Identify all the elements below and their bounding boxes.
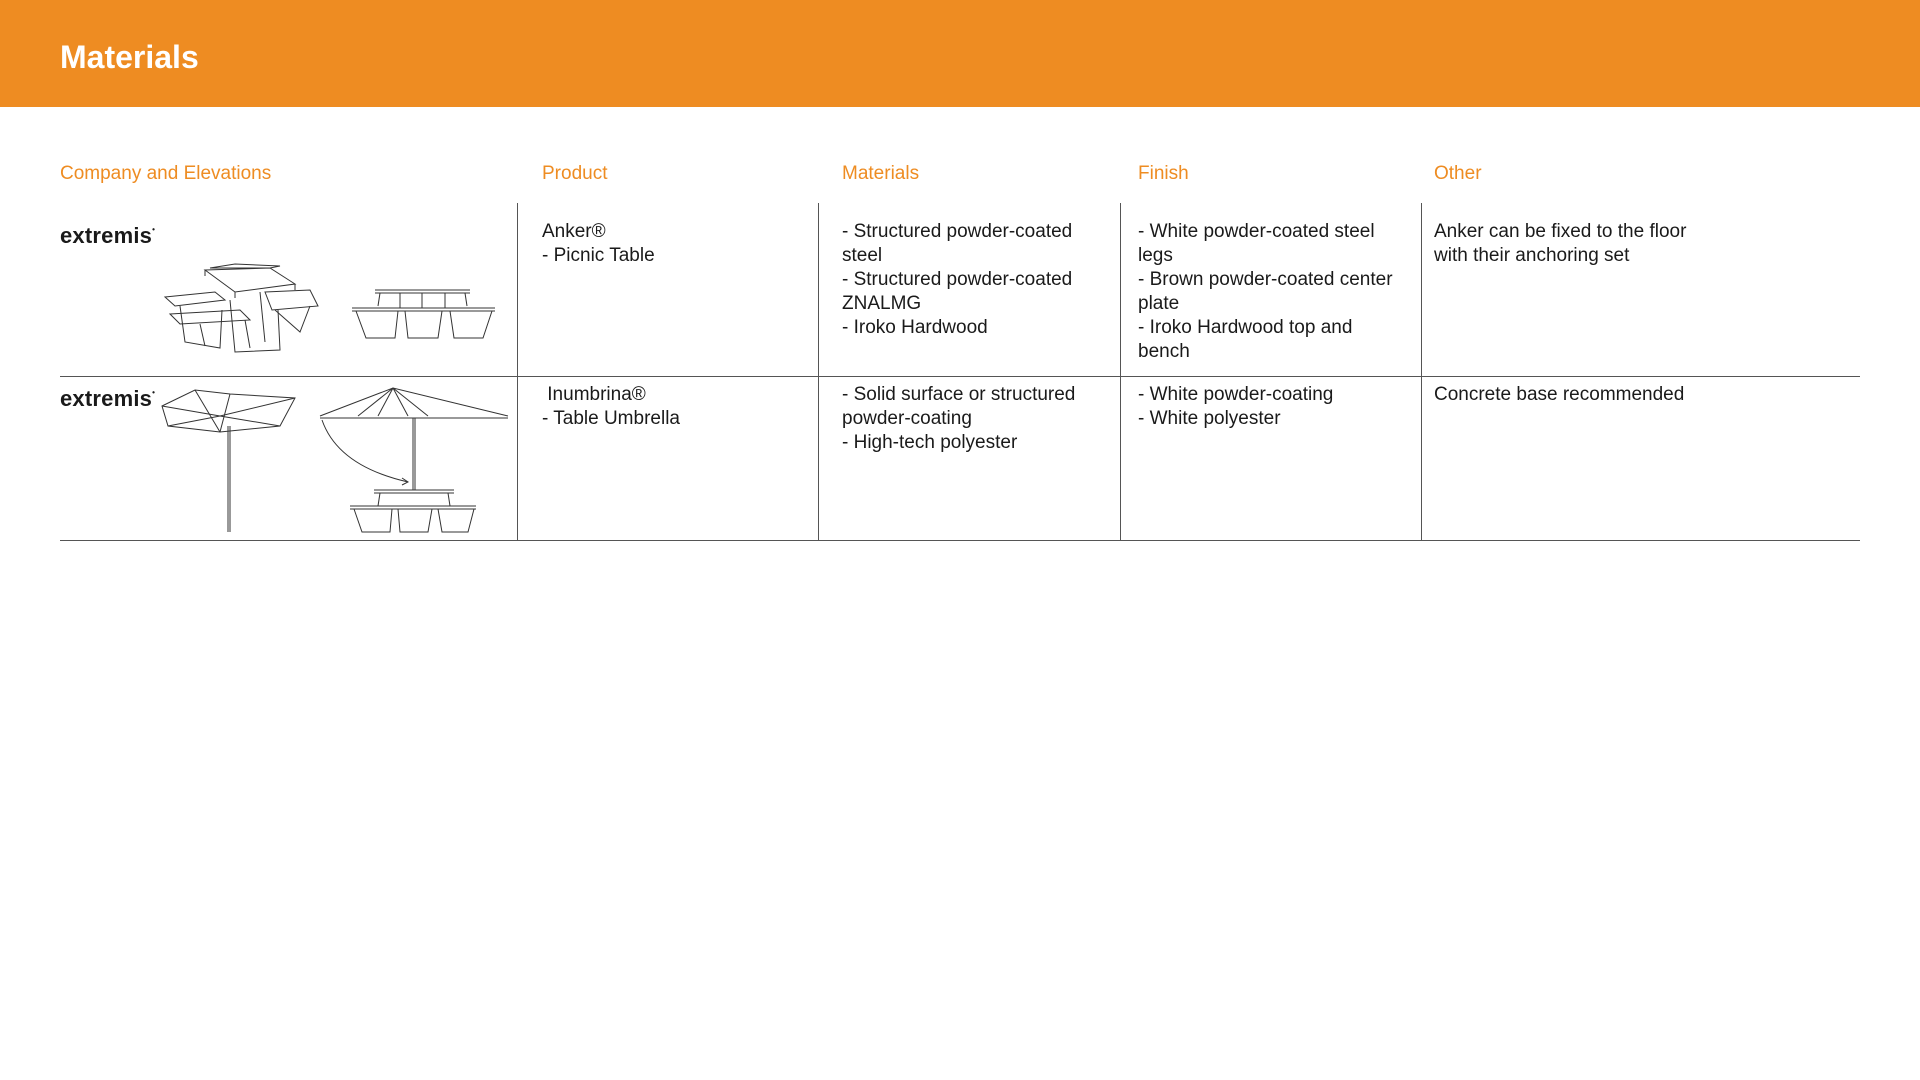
column-header-product: Product: [542, 163, 608, 184]
row-divider: [60, 376, 1860, 377]
column-header-other: Other: [1434, 163, 1482, 184]
column-header-finish: Finish: [1138, 163, 1189, 184]
product-cell: Inumbrina® - Table Umbrella: [542, 384, 680, 429]
table-header: [0, 163, 1920, 193]
materials-cell: - Solid surface or structured powder-coating - High-tech polyester: [842, 384, 1076, 453]
umbrella-table-elevation-drawing: [318, 386, 508, 536]
company-logo: extremis•: [60, 223, 156, 248]
company-logo: extremis•: [60, 386, 156, 411]
other-cell: Anker can be fixed to the floor with their anchoring set: [1434, 221, 1687, 266]
umbrella-drawing: [160, 386, 300, 536]
column-header-company: Company and Elevations: [60, 163, 272, 184]
column-divider: [1421, 203, 1422, 540]
column-divider: [818, 203, 819, 540]
finish-cell: - White powder-coated steel legs - Brown powder-coated center plate - Iroko Hardwood top and bench: [1138, 221, 1393, 362]
column-header-materials: Materials: [842, 163, 920, 184]
row-divider: [60, 540, 1860, 541]
column-divider: [1120, 203, 1121, 540]
header-bar: [0, 0, 1920, 107]
picnic-table-elevation-drawing: [350, 286, 500, 342]
picnic-table-perspective-drawing: [160, 262, 320, 357]
page-title: Materials: [60, 39, 199, 75]
finish-cell: - White powder-coating - White polyester: [1138, 384, 1334, 429]
column-divider: [517, 203, 518, 540]
product-cell: Anker® - Picnic Table: [542, 221, 655, 266]
other-cell: Concrete base recommended: [1434, 384, 1685, 405]
materials-cell: - Structured powder-coated steel - Structured powder-coated ZNALMG - Iroko Hardwood: [842, 221, 1073, 338]
